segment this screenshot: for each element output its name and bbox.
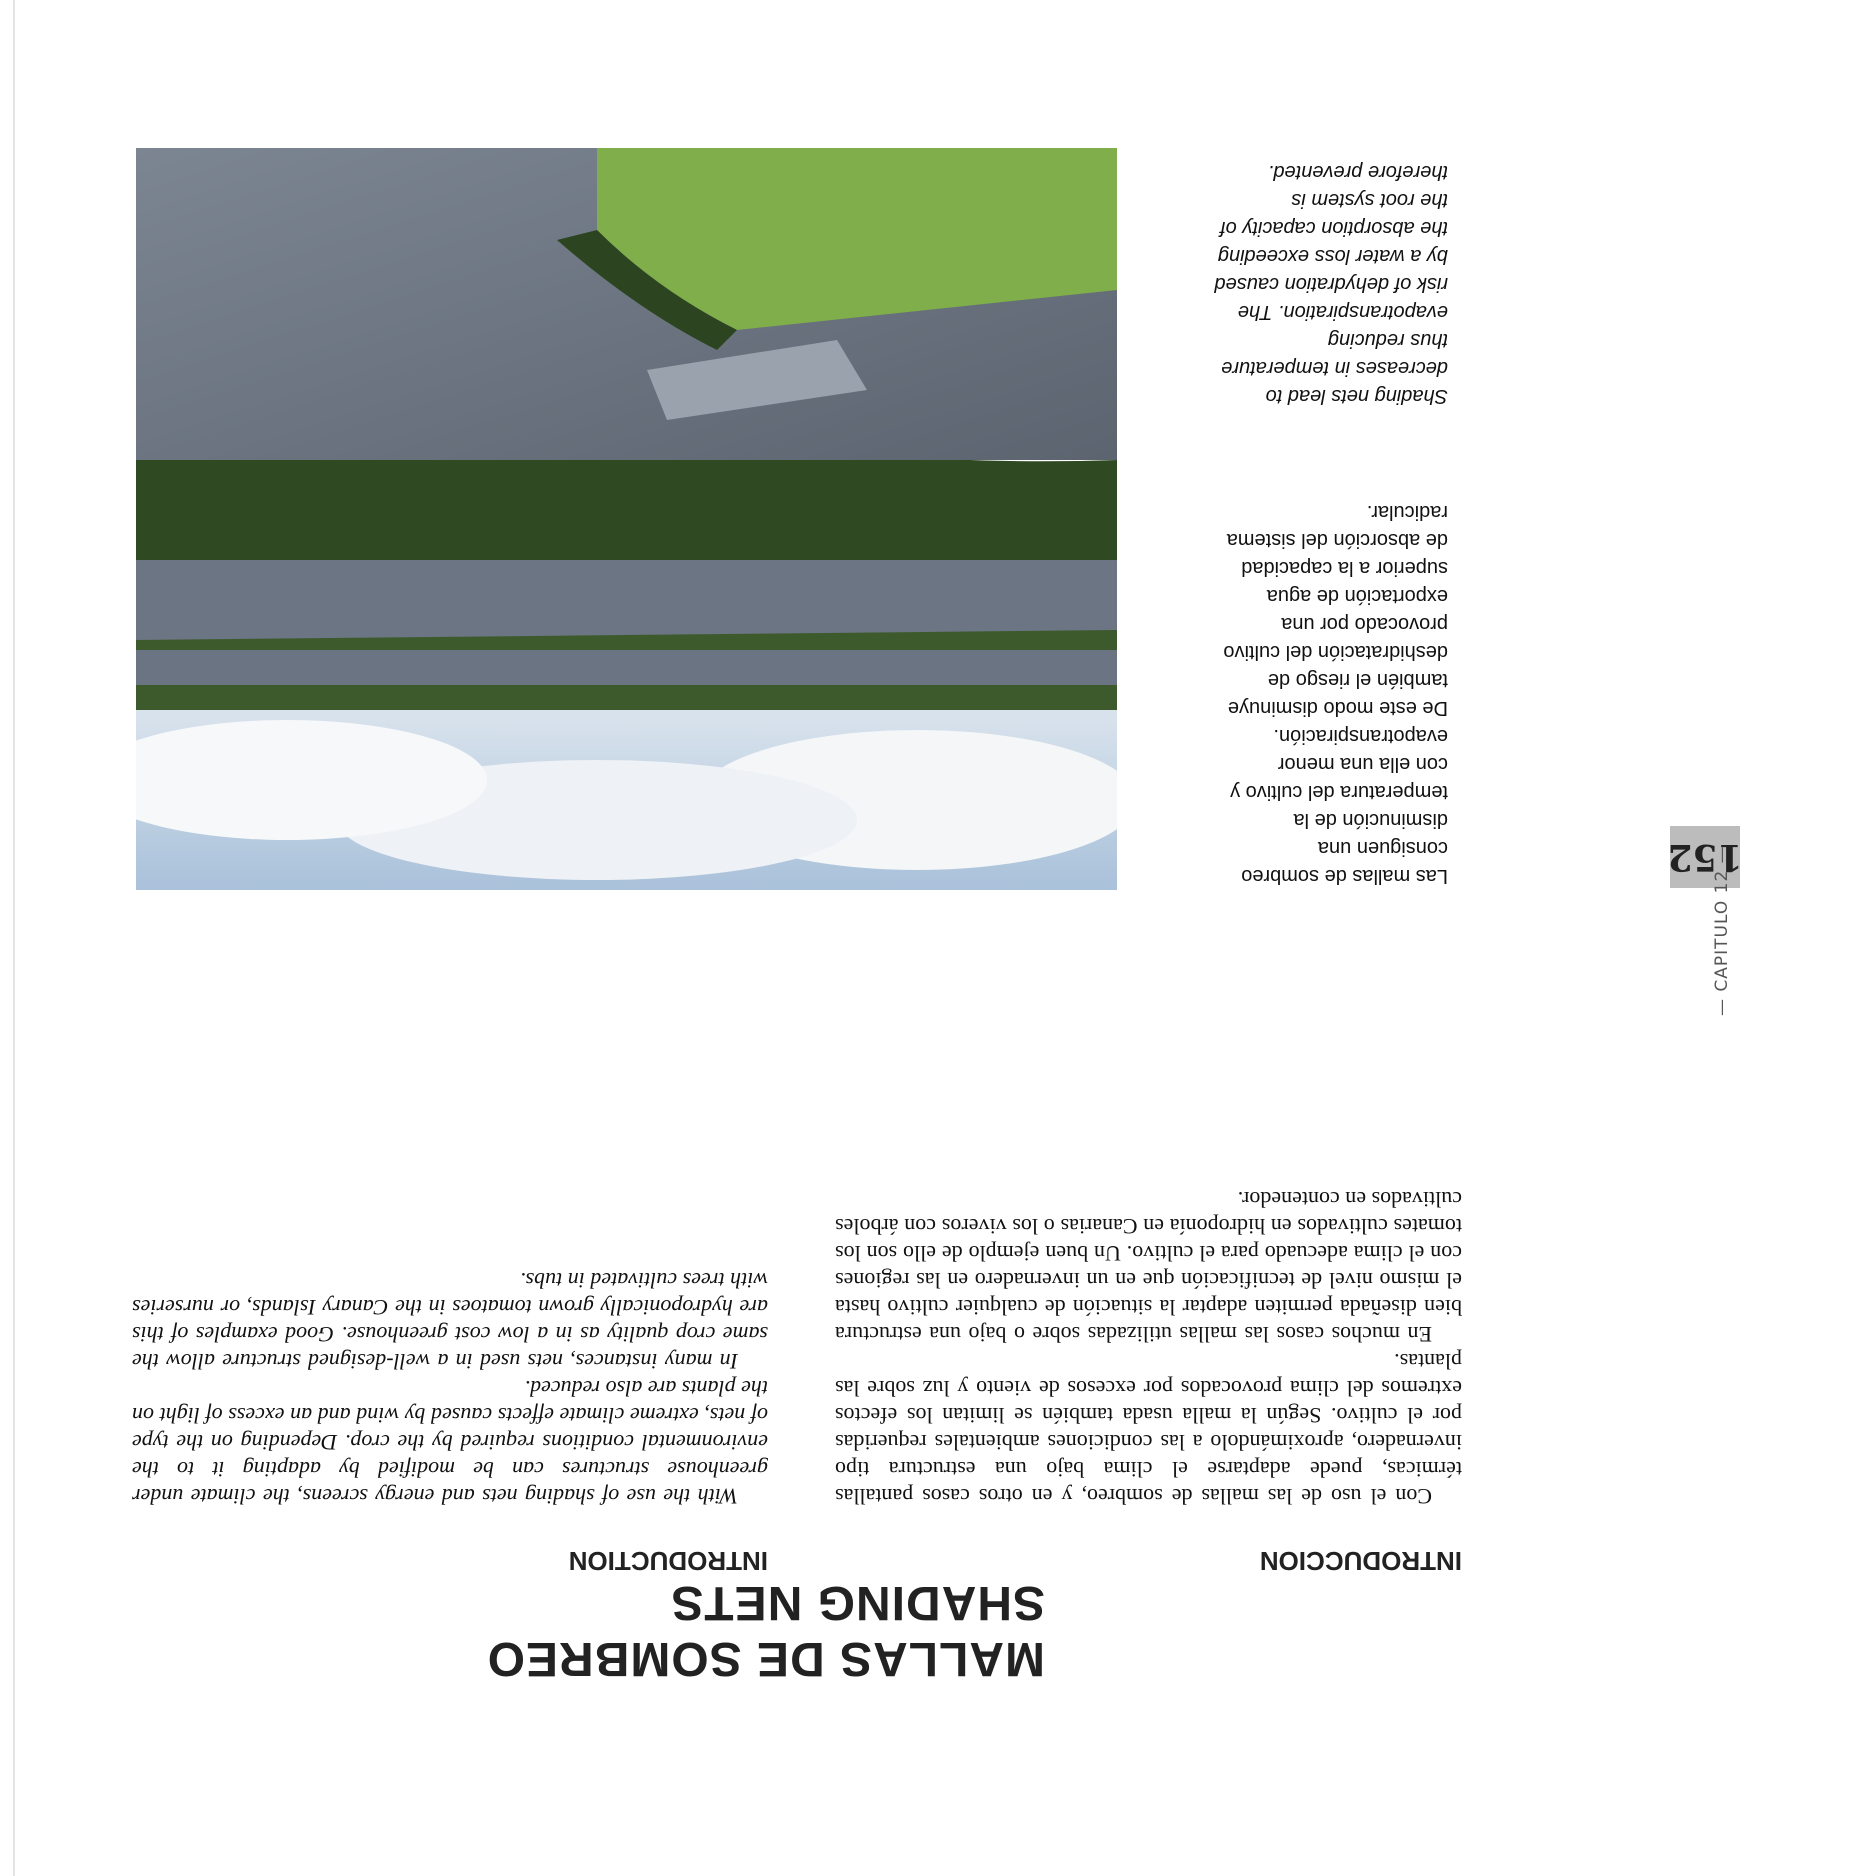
page-number: 152 <box>1667 836 1743 878</box>
body-text-spanish <box>835 1186 1462 1510</box>
section-heading-english: INTRODUCTION <box>568 1546 768 1576</box>
page-title <box>445 1574 1045 1686</box>
landscape-photo <box>136 148 1117 890</box>
chapter-label: — CAPITULO 12 — <box>1712 845 1732 1016</box>
paragraph: In many instances, nets used in a well-designed structure allow the same crop quality as in a low cost greenhouse. Good examples of this are hydroponically grown tomatoes in the Canary Islands, or nurseries with trees cultivated in tubs. <box>132 1268 768 1374</box>
title-english: SHADING NETS <box>670 1576 1045 1629</box>
landscape-photo-graphic <box>136 148 1117 890</box>
caption-english: Shading nets lead to decreases in temperature thus reducing evapotranspiration. The risk of dehydration caused by a water loss exceeding the absorption capacity of the root system is therefore prevented. <box>1214 161 1448 407</box>
title-spanish: MALLAS DE SOMBREO <box>486 1632 1045 1685</box>
body-text-english <box>132 1267 768 1510</box>
distant-nets <box>136 650 1117 685</box>
paragraph: With the use of shading nets and energy screens, the climate under greenhouse structures can be modified by adapting it to the environmental conditions required by the crop. Depending on the type of nets, extreme climate effects caused by wind and an excess of light on the plants are also reduced. <box>132 1376 768 1509</box>
paragraph: Con el uso de las mallas de sombreo, y en otros casos pantallas térmicas, puede adaptarse el clima bajo una estructura tipo invernadero, aproximándolo a las condiciones ambientales requeridas por el cultivo. Según la malla usada también se limitan los efectos extremos del clima provocados por excesos de viento y luz sobre las plantas. <box>835 1349 1462 1509</box>
paragraph: En muchos casos las mallas utilizadas sobre o bajo una estructura bien diseñada permiten adaptar la situación de cualquier cultivo hasta el mismo nivel de tecnificación que en un invernadero en las regiones con el clima adecuado para el cultivo. Un buen ejemplo de ello son los tomates cultivados en hidroponía en Canarias o los viveros con árboles cultivados en contenedor. <box>835 1187 1462 1347</box>
page-edge-line <box>13 0 15 1876</box>
caption-spanish: Las mallas de sombreo consiguen una disminución de la temperatura del cultivo y con ella una menor evapotranspiración. De este modo disminuye también el riesgo de deshidratación del cultivo provocado por una exportación de agua superior a la capacidad de absorción del sistema radicular. <box>1223 501 1448 887</box>
section-heading-spanish: INTRODUCCION <box>1259 1546 1462 1576</box>
